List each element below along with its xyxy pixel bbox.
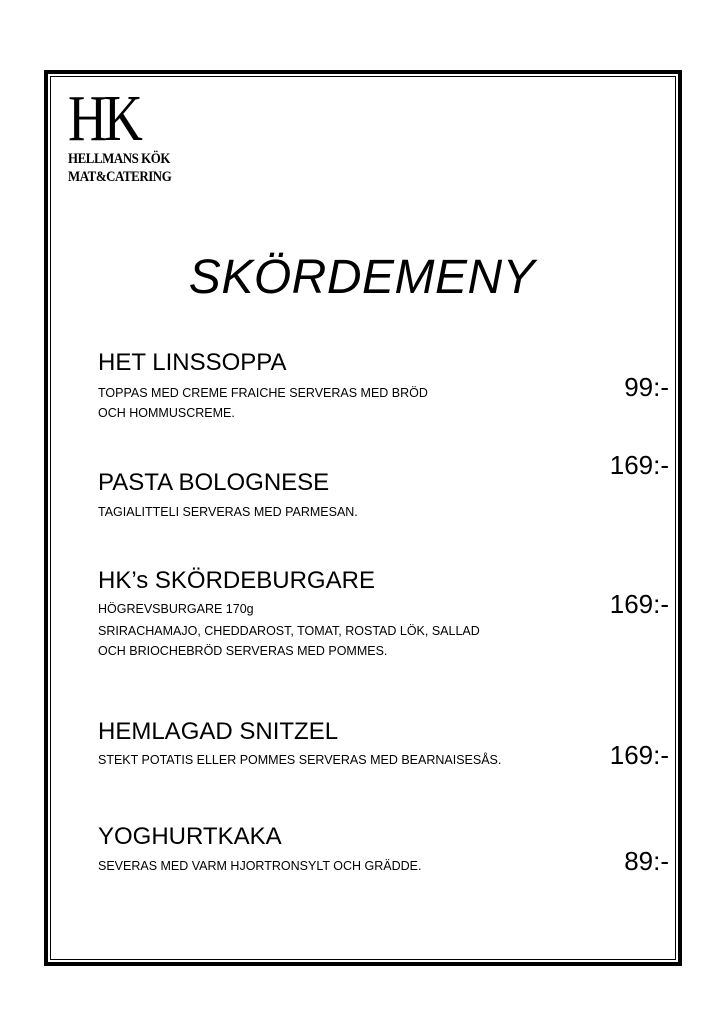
menu-item-price: 169:- bbox=[609, 450, 669, 480]
menu-item-description: SEVERAS MED VARM HJORTRONSYLT OCH GRÄDDE. bbox=[98, 859, 422, 873]
menu-item-description: OCH BRIOCHEBRÖD SERVERAS MED POMMES. bbox=[98, 644, 388, 658]
menu-item-description: TAGIALITTELI SERVERAS MED PARMESAN. bbox=[98, 505, 358, 519]
menu-item-name: HEMLAGAD SNITZEL bbox=[98, 718, 339, 745]
menu-item-description: OCH HOMMUSCREME. bbox=[98, 406, 235, 420]
menu-item-description: SRIRACHAMAJO, CHEDDAROST, TOMAT, ROSTAD LÖK, SALLAD bbox=[98, 624, 480, 638]
logo bbox=[68, 82, 188, 186]
menu-item-name: HK’s SKÖRDEBURGARE bbox=[98, 567, 375, 594]
menu-item-price: 169:- bbox=[609, 740, 669, 770]
logo-name: HELLMANS KÖK bbox=[68, 151, 171, 167]
menu-item-name: PASTA BOLOGNESE bbox=[98, 469, 330, 496]
menu-item-name: YOGHURTKAKA bbox=[98, 823, 282, 850]
menu-item-price: 99:- bbox=[624, 372, 669, 402]
logo-mark: HK bbox=[68, 82, 140, 155]
logo-tagline: MAT&CATERING bbox=[68, 169, 172, 185]
menu-item-description: STEKT POTATIS ELLER POMMES SERVERAS MED BEARNAISESÅS. bbox=[98, 753, 502, 767]
menu-item-name: HET LINSSOPPA bbox=[98, 349, 287, 376]
menu-item-price: 169:- bbox=[609, 589, 669, 619]
menu-item-price: 89:- bbox=[624, 846, 669, 876]
menu-item-description: TOPPAS MED CREME FRAICHE SERVERAS MED BRÖD bbox=[98, 386, 428, 400]
menu-title: SKÖRDEMENY bbox=[188, 251, 536, 304]
menu-item-description: HÖGREVSBURGARE 170g bbox=[98, 602, 254, 616]
